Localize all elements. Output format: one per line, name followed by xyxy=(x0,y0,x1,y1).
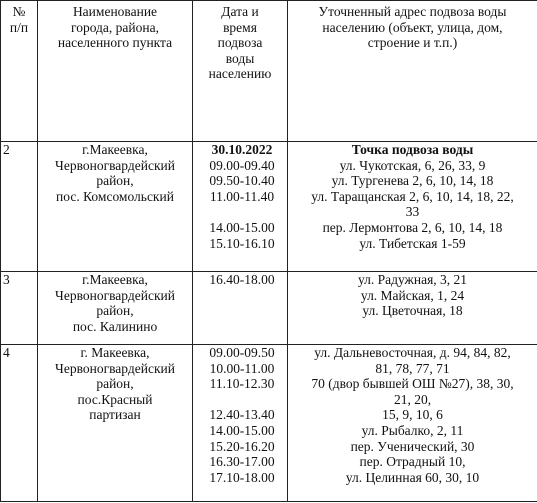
header-num xyxy=(1,1,38,142)
time-slot: 14.00-15.00 xyxy=(209,219,275,235)
table-row xyxy=(1,272,537,345)
address-line: 15, 9, 10, 6 xyxy=(382,407,443,423)
header-name xyxy=(38,1,193,142)
time-slot: 17.10-18.00 xyxy=(209,469,275,485)
time-slot: 12.40-13.40 xyxy=(209,407,275,423)
header-num-line: п/п xyxy=(9,19,29,35)
address-line: ул. Чукотская, 6, 26, 33, 9 xyxy=(339,157,486,173)
address-line: ул. Тургенева 2, 6, 10, 14, 18 xyxy=(331,173,494,189)
time-slot: 16.40-18.00 xyxy=(209,272,275,287)
place-line: район, xyxy=(96,173,134,189)
place-cell xyxy=(38,142,193,272)
place-line: район, xyxy=(96,303,134,319)
address-line: 81, 78, 77, 71 xyxy=(375,360,450,376)
time-slot: 09.00-09.50 xyxy=(209,345,275,360)
time-cell xyxy=(193,142,288,272)
time-slot: 15.10-16.10 xyxy=(209,235,275,251)
row-number: 3 xyxy=(1,272,38,345)
place-line: район, xyxy=(96,376,134,392)
place-line: г.Макеевка, xyxy=(82,272,148,287)
table-row xyxy=(1,345,537,502)
header-datetime-line: подвоза xyxy=(217,35,263,51)
header-num-line: № xyxy=(12,4,26,19)
address-line: ул. Тибетская 1-59 xyxy=(359,235,466,251)
header-name-line: населенного пункта xyxy=(57,35,173,51)
header-datetime xyxy=(193,1,288,142)
time-slot: 09.00-09.40 xyxy=(209,157,275,173)
address-line: 70 (двор бывшей ОШ №27), 38, 30, xyxy=(311,376,514,392)
place-line: Червоногвардейский xyxy=(55,157,175,173)
address-cell xyxy=(288,142,537,272)
time-slot: 15.20-16.20 xyxy=(209,438,275,454)
header-address-line: населению (объект, улица, дом, xyxy=(322,19,503,35)
header-name-line: города, района, xyxy=(71,19,159,35)
address-line: ул. Цветочная, 18 xyxy=(362,303,463,319)
time-slot: 11.10-12.30 xyxy=(209,376,275,392)
time-cell xyxy=(193,272,288,345)
time-slot: 09.50-10.40 xyxy=(209,173,275,189)
place-line: г. Макеевка, xyxy=(80,345,150,360)
address-line: ул. Таращанская 2, 6, 10, 14, 18, 22, xyxy=(311,188,514,204)
header-datetime-line: время xyxy=(223,19,257,35)
header-name-line: Наименование xyxy=(72,4,158,19)
address-cell xyxy=(288,345,537,502)
place-line: пос.Красный xyxy=(77,391,153,407)
place-line: Червоногвардейский xyxy=(55,287,175,303)
place-cell xyxy=(38,345,193,502)
address-line: ул. Целинная 60, 30, 10 xyxy=(345,469,480,485)
address-line: ул. Дальневосточная, д. 94, 84, 82, xyxy=(314,345,511,360)
place-cell xyxy=(38,272,193,345)
place-line: г.Макеевка, xyxy=(82,142,148,157)
table-row xyxy=(1,142,537,272)
time-slot: 11.00-11.40 xyxy=(209,188,275,204)
header-datetime-line: населению xyxy=(208,66,272,82)
place-line: партизан xyxy=(89,407,141,423)
address-line: пер. Лермонтова 2, 6, 10, 14, 18 xyxy=(322,219,503,235)
row-number: 2 xyxy=(1,142,38,272)
time-slot: 10.00-11.00 xyxy=(209,360,275,376)
header-address-line: Уточненный адрес подвоза воды xyxy=(318,4,507,19)
address-line: 33 xyxy=(405,204,420,220)
place-line: пос. Калинино xyxy=(72,318,158,334)
header-address-line: строение и т.п.) xyxy=(367,35,458,51)
address-cell xyxy=(288,272,537,345)
header-address xyxy=(288,1,537,142)
time-cell xyxy=(193,345,288,502)
time-gap xyxy=(199,204,285,220)
address-line: 21, 20, xyxy=(393,391,432,407)
address-line: ул. Радужная, 3, 21 xyxy=(357,272,468,287)
point-label: Точка подвоза воды xyxy=(351,142,474,157)
time-slot: 16.30-17.00 xyxy=(209,454,275,470)
address-line: пер. Отрадный 10, xyxy=(359,454,466,470)
time-gap xyxy=(199,392,285,408)
time-slot: 14.00-15.00 xyxy=(209,422,275,438)
header-row xyxy=(1,1,537,142)
delivery-date: 30.10.2022 xyxy=(211,142,273,157)
place-line: Червоногвардейский xyxy=(55,360,175,376)
header-datetime-line: Дата и xyxy=(221,4,259,19)
address-line: ул. Рыбалко, 2, 11 xyxy=(361,422,464,438)
header-datetime-line: воды xyxy=(225,50,255,66)
place-line: пос. Комсомольский xyxy=(56,188,174,204)
address-line: ул. Майская, 1, 24 xyxy=(360,287,465,303)
address-line: пер. Ученический, 30 xyxy=(350,438,475,454)
row-number: 4 xyxy=(1,345,38,502)
